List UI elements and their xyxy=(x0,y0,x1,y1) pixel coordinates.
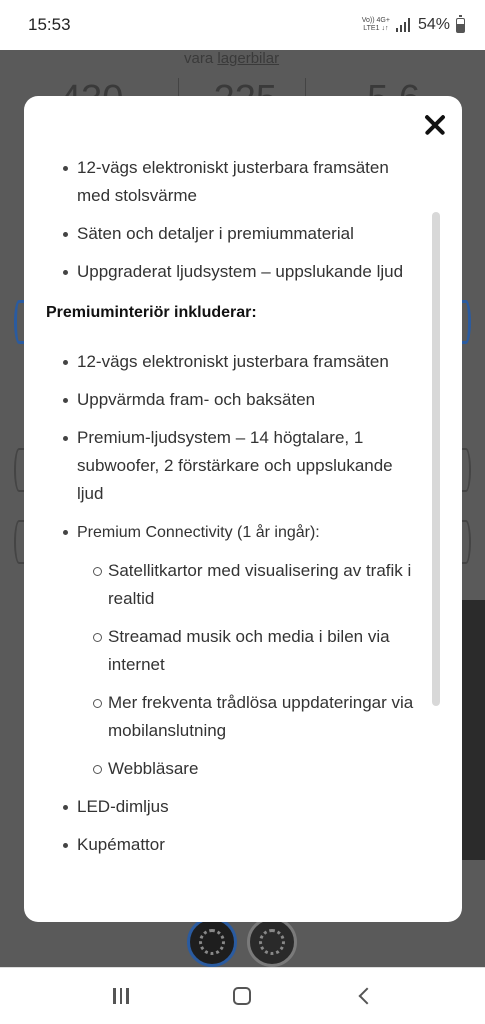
battery-icon xyxy=(456,18,465,33)
background-top-text-prefix: vara xyxy=(184,50,218,67)
background-option-edge xyxy=(461,448,471,492)
premium-interior-heading: Premiuminteriör inkluderar: xyxy=(46,304,257,321)
list-item: Säten och detaljer i premiummaterial xyxy=(46,220,418,248)
signal-icon xyxy=(396,18,412,32)
status-time: 15:53 xyxy=(28,15,71,34)
background-option-edge xyxy=(461,520,471,564)
modal-content xyxy=(24,154,462,869)
connectivity-label: Premium Connectivity (1 år ingår): xyxy=(77,524,320,541)
list-item-connectivity xyxy=(46,518,418,783)
sublist-item: Satellitkartor med visualisering av trafik i realtid xyxy=(77,557,418,613)
background-option-edge xyxy=(14,300,24,344)
home-button[interactable] xyxy=(222,976,262,1016)
feature-list-first xyxy=(46,154,418,286)
network-label-top: Vo)) 4G+ xyxy=(361,17,390,24)
sublist-item: Streamad musik och media i bilen via internet xyxy=(77,623,418,679)
recent-apps-icon xyxy=(113,988,129,1004)
background-option-edge xyxy=(14,520,24,564)
recent-apps-button[interactable] xyxy=(101,976,141,1016)
sublist-item: Mer frekventa trådlösa uppdateringar via mobilanslutning xyxy=(77,689,418,745)
list-item: Uppvärmda fram- och baksäten xyxy=(46,386,418,414)
background-top-text xyxy=(184,50,279,67)
status-indicators xyxy=(362,16,465,34)
wheel-option-selected xyxy=(187,917,237,967)
feature-list-premium xyxy=(46,348,418,859)
list-item: Premium-ljudsystem – 14 högtalare, 1 subwoofer, 2 förstärkare och uppslukande ljud xyxy=(46,424,418,508)
back-icon xyxy=(359,988,376,1005)
feature-details-modal xyxy=(24,96,462,922)
network-label-bottom: LTE1 ↓↑ xyxy=(363,25,389,32)
background-car-image xyxy=(461,600,485,860)
system-nav-bar xyxy=(0,967,485,1024)
sublist-item: Webbläsare xyxy=(77,755,418,783)
list-item: 12-vägs elektroniskt justerbara framsäten xyxy=(46,348,418,376)
list-item: Kupémattor xyxy=(46,831,418,859)
network-label xyxy=(362,17,390,33)
list-item: LED-dimljus xyxy=(46,793,418,821)
background-option-edge xyxy=(461,300,471,344)
background-inventory-link: lagerbilar xyxy=(217,50,280,67)
wheel-option xyxy=(247,917,297,967)
battery-percent: 54% xyxy=(417,16,450,33)
list-item: 12-vägs elektroniskt justerbara framsäten med stolsvärme xyxy=(46,154,418,210)
close-icon[interactable] xyxy=(422,112,448,138)
background-wheel-options xyxy=(187,917,297,967)
connectivity-sublist xyxy=(77,557,418,783)
background-option-edge xyxy=(14,448,24,492)
home-icon xyxy=(233,987,251,1005)
back-button[interactable] xyxy=(344,976,384,1016)
status-bar xyxy=(0,0,485,50)
list-item: Uppgraderat ljudsystem – uppslukande ljud xyxy=(46,258,418,286)
